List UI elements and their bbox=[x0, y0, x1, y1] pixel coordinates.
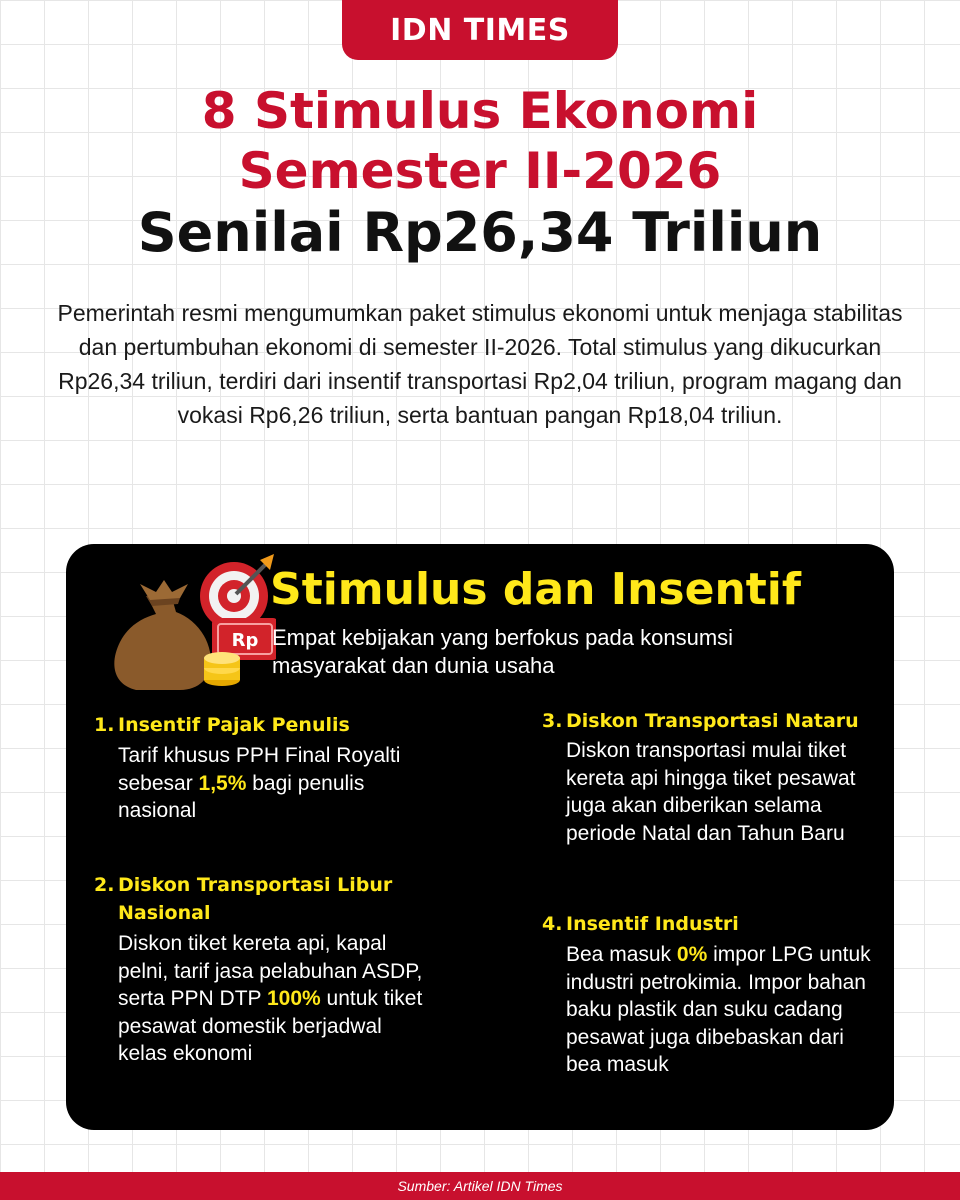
item-title bbox=[94, 711, 424, 739]
item-description: Bea masuk 0% impor LPG untuk industri petrokimia. Impor bahan baku plastik dan suku cadang pesawat juga dibebaskan dari bea masuk bbox=[566, 943, 871, 1076]
intro-paragraph: Pemerintah resmi mengumumkan paket stimulus ekonomi untuk menjaga stabilitas dan pertumbuhan ekonomi di semester II-2026. Total stimulus yang dikucurkan Rp26,34 triliun, terdiri dari insentif transportasi Rp2,04 triliun, program magang dan vokasi Rp6,26 triliun, serta bantuan pangan Rp18,04 triliun. bbox=[57, 300, 903, 428]
item-heading: Insentif Industri bbox=[566, 913, 739, 935]
item-description: Tarif khusus PPH Final Royalti sebesar 1,5% bagi penulis nasional bbox=[118, 744, 401, 822]
title-line-2: Semester II-2026 bbox=[238, 142, 722, 200]
item-description: Diskon transportasi mulai tiket kereta api hingga tiket pesawat juga akan diberikan selama periode Natal dan Tahun Baru bbox=[566, 739, 856, 845]
item-number: 3. bbox=[542, 710, 563, 732]
item-heading: Diskon Transportasi Nataru bbox=[566, 710, 859, 732]
item-highlight: 1,5% bbox=[198, 771, 247, 795]
item-heading: Diskon Transportasi Libur Nasional bbox=[118, 874, 393, 924]
item-number: 4. bbox=[542, 913, 563, 935]
item-highlight: 0% bbox=[676, 943, 708, 966]
panel-title: Stimulus dan Insentif bbox=[270, 564, 802, 615]
stimulus-item-4 bbox=[542, 910, 872, 1079]
source-footer: Sumber: Artikel IDN Times bbox=[0, 1172, 960, 1200]
stimulus-item-2 bbox=[94, 871, 424, 1068]
item-number: 2. bbox=[94, 874, 115, 896]
rp-card-label: Rp bbox=[231, 630, 259, 651]
money-bag-target-icon bbox=[106, 544, 276, 694]
stimulus-item-3 bbox=[542, 707, 872, 847]
panel-subtitle: Empat kebijakan yang berfokus pada konsumsi masyarakat dan dunia usaha bbox=[272, 625, 734, 678]
item-title bbox=[542, 910, 872, 938]
stimulus-item-1 bbox=[94, 711, 424, 825]
title-line-3: Senilai Rp26,34 Triliun bbox=[137, 201, 823, 264]
item-highlight: 100% bbox=[267, 987, 321, 1010]
item-number: 1. bbox=[94, 714, 115, 736]
item-title bbox=[542, 707, 872, 735]
item-title bbox=[94, 871, 424, 927]
brand-logo: IDN TIMES bbox=[342, 0, 618, 60]
title-line-1: 8 Stimulus Ekonomi bbox=[201, 82, 759, 140]
item-description: Diskon tiket kereta api, kapal pelni, tarif jasa pelabuhan ASDP, serta PPN DTP 100% untuk tiket pesawat domestik berjadwal kelas ekonomi bbox=[118, 932, 423, 1065]
item-heading: Insentif Pajak Penulis bbox=[118, 714, 350, 736]
